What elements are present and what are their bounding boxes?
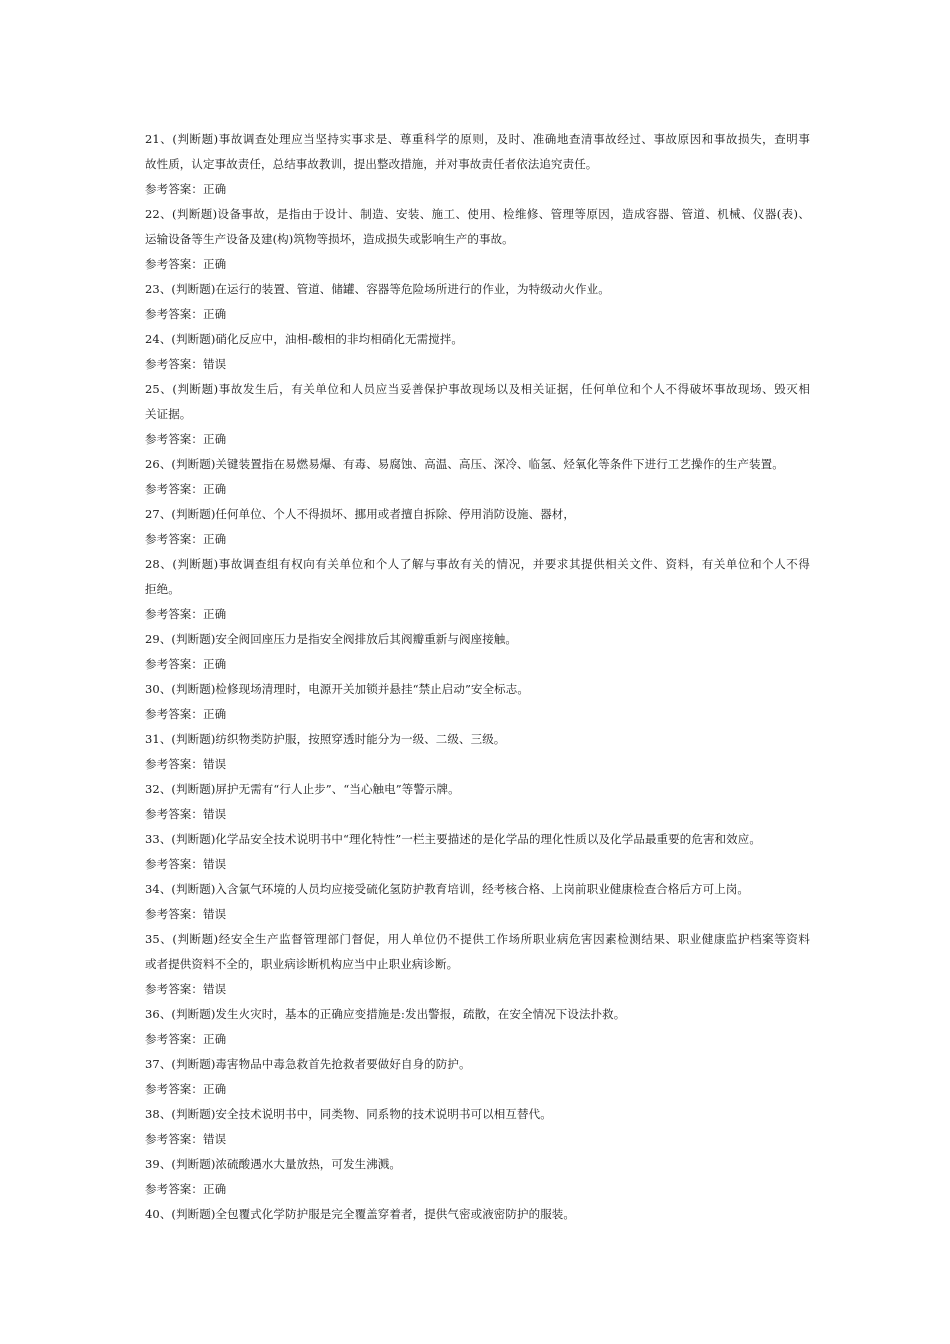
answer-text: 参考答案：正确	[145, 432, 227, 446]
answer-text: 参考答案：错误	[145, 757, 227, 771]
answer-text: 参考答案：错误	[145, 907, 227, 921]
question-text-line: 35、(判断题)经安全生产监督管理部门督促，用人单位仍不提供工作场所职业病危害因素检测结果、职业健康监护档案等资料	[145, 932, 810, 946]
question-text-line: 24、(判断题)硝化反应中，油相-酸相的非均相硝化无需搅拌。	[145, 332, 463, 346]
question-item	[145, 1102, 810, 1127]
question-text-line: 31、(判断题)纺织物类防护服，按照穿透时能分为一级、二级、三级。	[145, 732, 506, 746]
question-item	[145, 777, 810, 802]
question-text-line: 21、(判断题)事故调查处理应当坚持实事求是、尊重科学的原则，及时、准确地查清事故经过、事故原因和事故损失，查明事	[145, 132, 810, 146]
question-item	[145, 1002, 810, 1027]
answer-text: 参考答案：错误	[145, 357, 227, 371]
question-text-line: 29、(判断题)安全阀回座压力是指安全阀排放后其阀瓣重新与阀座接触。	[145, 632, 518, 646]
question-text-line: 27、(判断题)任何单位、个人不得损坏、挪用或者擅自拆除、停用消防设施、器材，	[145, 507, 576, 521]
answer-text: 参考答案：正确	[145, 657, 227, 671]
question-item	[145, 502, 810, 527]
answer-text: 参考答案：正确	[145, 707, 227, 721]
question-text-line: 36、(判断题)发生火灾时，基本的正确应变措施是:发出警报，疏散，在安全情况下设法扑救。	[145, 1007, 626, 1021]
question-text-line: 38、(判断题)安全技术说明书中，同类物、同系物的技术说明书可以相互替代。	[145, 1107, 552, 1121]
question-text-line: 故性质，认定事故责任，总结事故教训，提出整改措施，并对事故责任者依法追究责任。	[145, 157, 598, 171]
question-item	[145, 1052, 810, 1077]
question-text-line: 拒绝。	[145, 582, 180, 596]
question-item	[145, 377, 810, 427]
answer-text: 参考答案：错误	[145, 982, 227, 996]
question-text-line: 26、(判断题)关键装置指在易燃易爆、有毒、易腐蚀、高温、高压、深冷、临氢、烃氧化等条件下进行工艺操作的生产装置。	[145, 457, 784, 471]
answer-text: 参考答案：正确	[145, 1082, 227, 1096]
answer-text: 参考答案：正确	[145, 307, 227, 321]
question-text-line: 32、(判断题)屏护无需有“行人止步”、“当心触电”等警示牌。	[145, 782, 460, 796]
answer-text: 参考答案：错误	[145, 807, 227, 821]
question-text-line: 或者提供资料不全的，职业病诊断机构应当中止职业病诊断。	[145, 957, 459, 971]
question-item	[145, 202, 810, 252]
document-page	[145, 127, 810, 1227]
question-item	[145, 127, 810, 177]
question-item	[145, 677, 810, 702]
question-item	[145, 552, 810, 602]
question-text-line: 关证据。	[145, 407, 192, 421]
question-text-line: 运输设备等生产设备及建(构)筑物等损坏，造成损失或影响生产的事故。	[145, 232, 514, 246]
answer-text: 参考答案：错误	[145, 857, 227, 871]
question-item	[145, 452, 810, 477]
question-item	[145, 927, 810, 977]
question-text-line: 39、(判断题)浓硫酸遇水大量放热，可发生沸溅。	[145, 1157, 402, 1171]
question-text-line: 33、(判断题)化学品安全技术说明书中“理化特性”一栏主要描述的是化学品的理化性质以及化学品最重要的危害和效应。	[145, 832, 761, 846]
question-item	[145, 277, 810, 302]
question-text-line: 30、(判断题)检修现场清理时，电源开关加锁并悬挂“禁止启动”安全标志。	[145, 682, 529, 696]
question-text-line: 37、(判断题)毒害物品中毒急救首先抢救者要做好自身的防护。	[145, 1057, 471, 1071]
question-text-line: 40、(判断题)全包覆式化学防护服是完全覆盖穿着者，提供气密或液密防护的服装。	[145, 1207, 576, 1221]
question-text-line: 28、(判断题)事故调查组有权向有关单位和个人了解与事故有关的情况，并要求其提供相关文件、资料，有关单位和个人不得	[145, 557, 810, 571]
answer-text: 参考答案：正确	[145, 532, 227, 546]
question-item	[145, 1202, 810, 1227]
answer-text: 参考答案：正确	[145, 482, 227, 496]
question-text-line: 25、(判断题)事故发生后，有关单位和人员应当妥善保护事故现场以及相关证据，任何单位和个人不得破坏事故现场、毁灭相	[145, 382, 810, 396]
question-item	[145, 1152, 810, 1177]
answer-text: 参考答案：正确	[145, 607, 227, 621]
question-item	[145, 727, 810, 752]
answer-text: 参考答案：正确	[145, 182, 227, 196]
question-text-line: 23、(判断题)在运行的装置、管道、储罐、容器等危险场所进行的作业，为特级动火作业。	[145, 282, 610, 296]
question-item	[145, 627, 810, 652]
answer-text: 参考答案：错误	[145, 1132, 227, 1146]
question-item	[145, 877, 810, 902]
answer-text: 参考答案：正确	[145, 257, 227, 271]
answer-text: 参考答案：正确	[145, 1032, 227, 1046]
answer-text: 参考答案：正确	[145, 1182, 227, 1196]
question-item	[145, 327, 810, 352]
question-text-line: 34、(判断题)入含氯气环境的人员均应接受硫化氢防护教育培训，经考核合格、上岗前职业健康检查合格后方可上岗。	[145, 882, 749, 896]
question-item	[145, 827, 810, 852]
question-text-line: 22、(判断题)设备事故，是指由于设计、制造、安装、施工、使用、检维修、管理等原因，造成容器、管道、机械、仪器(表)、	[145, 207, 810, 221]
